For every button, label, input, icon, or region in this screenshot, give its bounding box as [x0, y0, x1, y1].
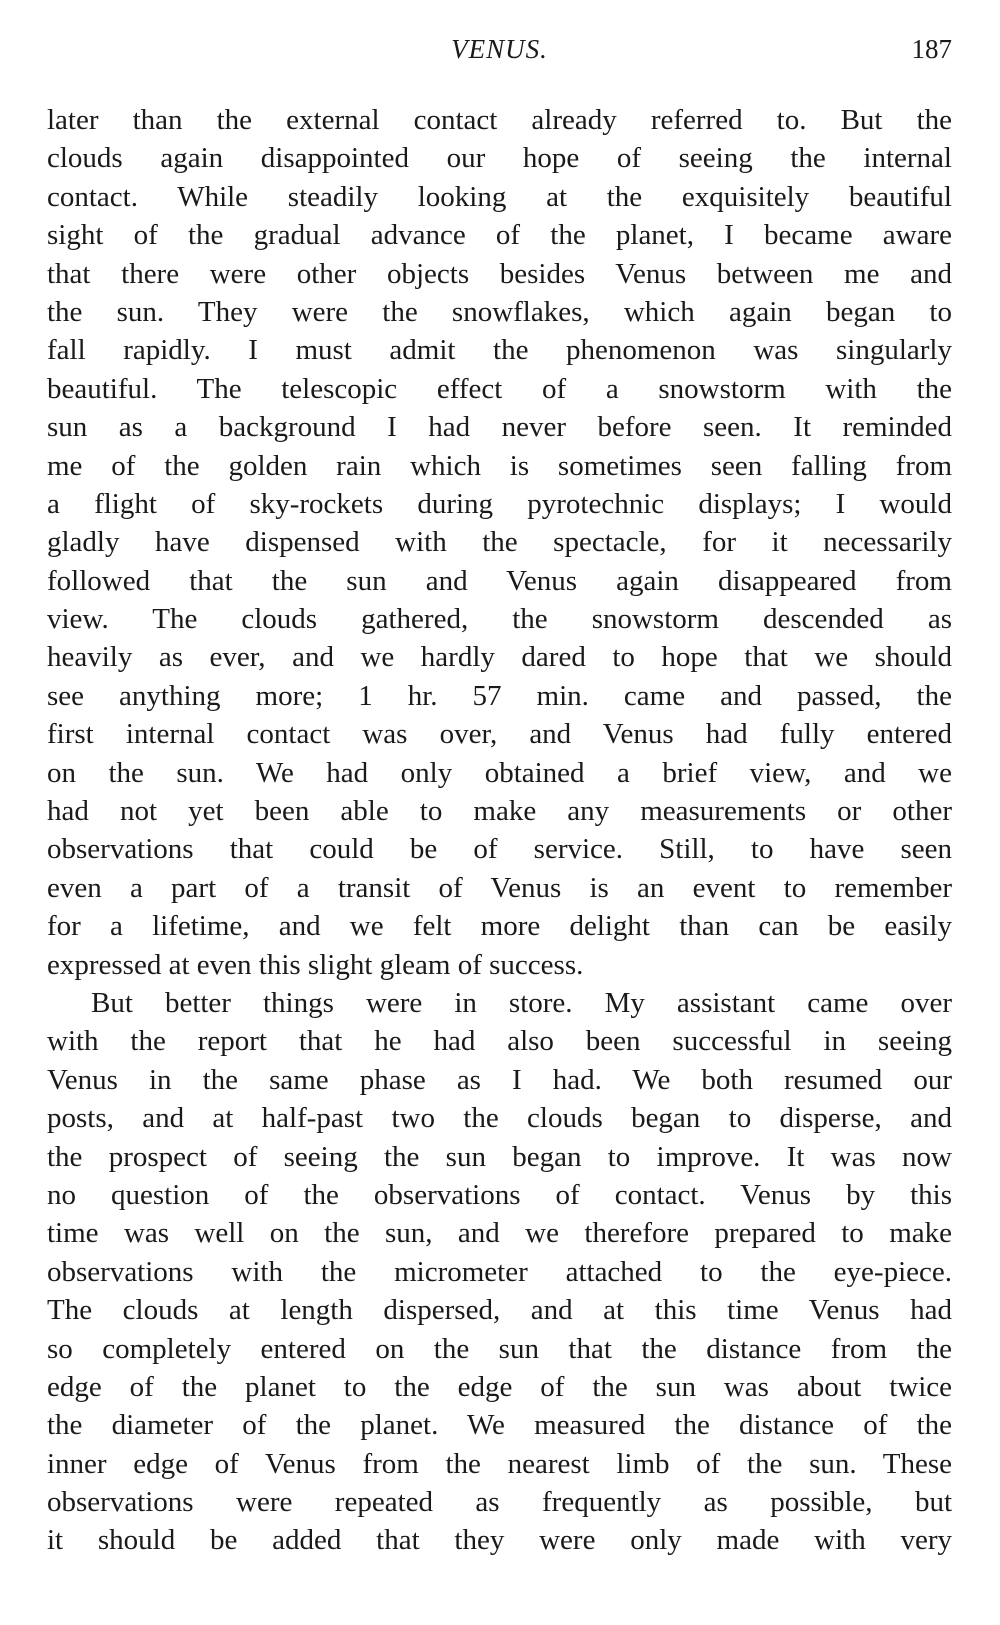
text-line: on the sun. We had only obtained a brief view, and we — [47, 756, 952, 789]
text-line: inner edge of Venus from the nearest limb of the sun. These — [47, 1447, 952, 1480]
text-line: no question of the observations of contact. Venus by this — [47, 1178, 952, 1211]
text-line: sight of the gradual advance of the planet, I became aware — [47, 219, 952, 252]
text-line: a flight of sky-rockets during pyrotechnic displays; I would — [47, 487, 952, 520]
text-line: clouds again disappointed our hope of seeing the internal — [47, 142, 952, 175]
paragraph-1 — [47, 101, 952, 984]
text-line: the prospect of seeing the sun began to improve. It was now — [47, 1140, 952, 1173]
text-line: even a part of a transit of Venus is an event to remember — [47, 871, 952, 904]
text-line: beautiful. The telescopic effect of a snowstorm with the — [47, 372, 952, 405]
text-line: view. The clouds gathered, the snowstorm descended as — [47, 603, 952, 636]
text-line: observations that could be of service. Still, to have seen — [47, 833, 952, 866]
text-line: see anything more; 1 hr. 57 min. came and passed, the — [47, 679, 952, 712]
paragraph-2 — [47, 984, 952, 1560]
text-line: the sun. They were the snowflakes, which again began to — [47, 295, 952, 328]
text-line: it should be added that they were only made with very — [47, 1524, 952, 1557]
text-line: so completely entered on the sun that the distance from the — [47, 1332, 952, 1365]
text-line: expressed at even this slight gleam of success. — [47, 948, 584, 981]
running-head — [47, 34, 952, 68]
text-line: But better things were in store. My assistant came over — [91, 986, 952, 1019]
text-line: contact. While steadily looking at the exquisitely beautiful — [47, 180, 952, 213]
text-line: the diameter of the planet. We measured the distance of the — [47, 1409, 952, 1442]
text-line: with the report that he had also been successful in seeing — [47, 1025, 952, 1058]
text-line: The clouds at length dispersed, and at this time Venus had — [47, 1294, 952, 1327]
text-line: followed that the sun and Venus again disappeared from — [47, 564, 952, 597]
text-line: observations were repeated as frequently as possible, but — [47, 1486, 952, 1519]
text-line: me of the golden rain which is sometimes seen falling from — [47, 449, 952, 482]
text-line: edge of the planet to the edge of the sun was about twice — [47, 1370, 952, 1403]
text-line: sun as a background I had never before seen. It reminded — [47, 411, 952, 444]
text-line: that there were other objects besides Venus between me and — [47, 257, 952, 290]
page-number: 187 — [911, 34, 952, 64]
body-text — [47, 101, 952, 1560]
text-line: fall rapidly. I must admit the phenomenon was singularly — [47, 334, 952, 367]
text-line: later than the external contact already referred to. But the — [47, 104, 952, 136]
text-line: heavily as ever, and we hardly dared to hope that we should — [47, 641, 952, 674]
text-line: Venus in the same phase as I had. We both resumed our — [47, 1063, 952, 1096]
text-line: for a lifetime, and we felt more delight than can be easily — [47, 910, 952, 943]
running-title: VENUS. — [451, 34, 548, 64]
text-line: time was well on the sun, and we therefore prepared to make — [47, 1217, 952, 1250]
text-line: first internal contact was over, and Venus had fully entered — [47, 718, 952, 751]
text-line: observations with the micrometer attached to the eye-piece. — [47, 1255, 952, 1288]
text-line: gladly have dispensed with the spectacle, for it necessarily — [47, 526, 952, 559]
text-line: posts, and at half-past two the clouds began to disperse, and — [47, 1102, 952, 1135]
text-line: had not yet been able to make any measurements or other — [47, 795, 952, 828]
